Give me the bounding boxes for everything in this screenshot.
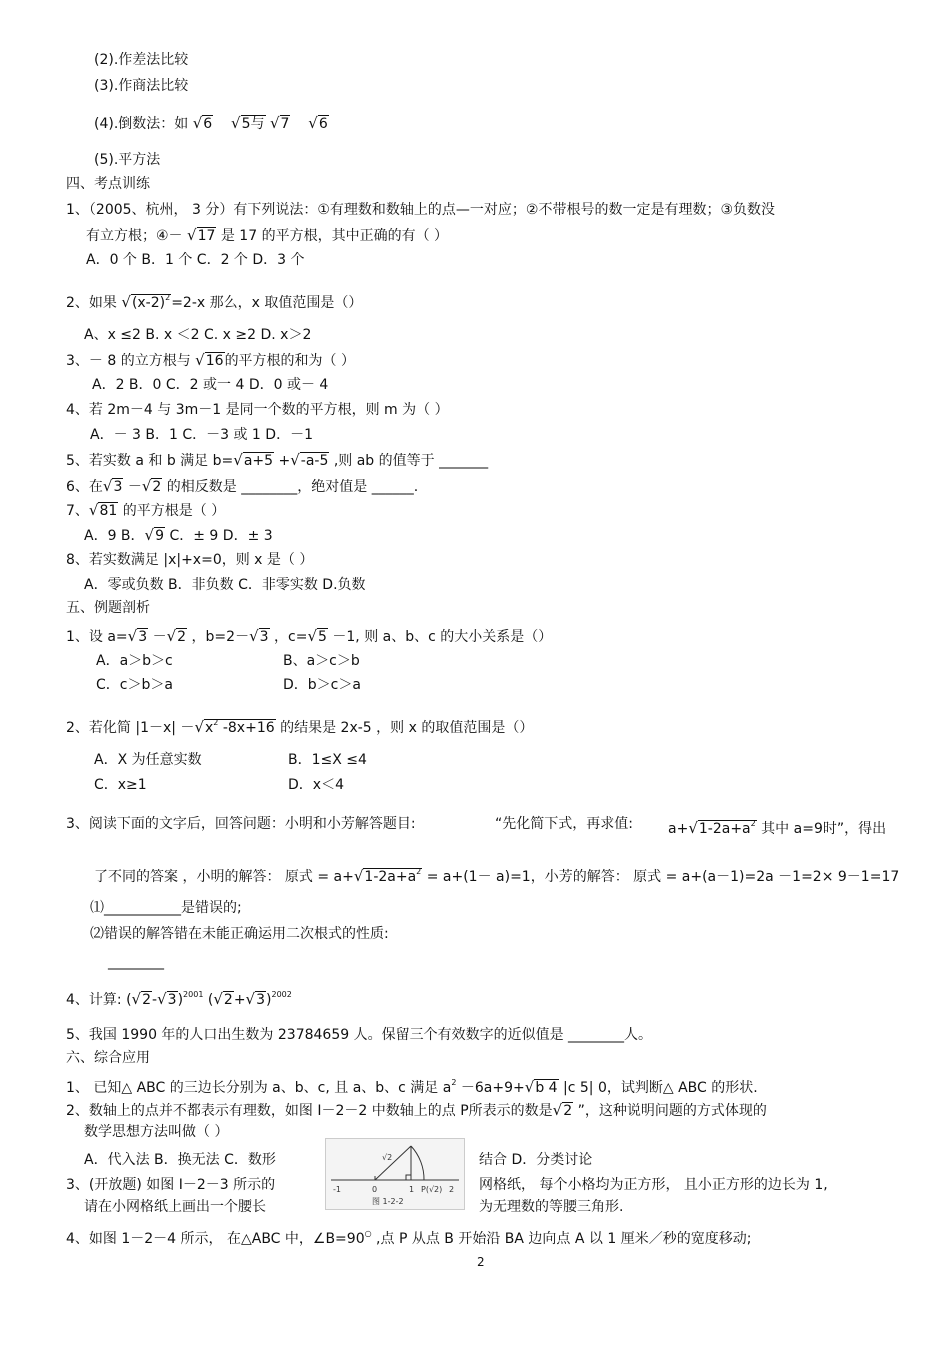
sqrt: √2 bbox=[141, 477, 162, 495]
sqrt: √2 bbox=[166, 627, 187, 645]
point-p-label: P(√2) bbox=[421, 1185, 443, 1194]
example-2-option-b: B．1≤X ≤4 bbox=[288, 752, 367, 768]
page-number: 2 bbox=[477, 1255, 485, 1269]
method-5: (5).平方法 bbox=[94, 152, 161, 168]
application-3-line-1-right: 网格纸， 每个小格均为正方形， 且小正方形的边长为 1, bbox=[479, 1177, 828, 1193]
section-heading-6: 六、综合应用 bbox=[66, 1050, 150, 1066]
question-8-options: A．零或负数 B．非负数 C．非零实数 D.负数 bbox=[84, 577, 366, 593]
sqrt: √9 bbox=[144, 526, 165, 544]
example-3-part-2: ⑵错误的解答错在未能正确运用二次根式的性质: bbox=[90, 926, 389, 942]
question-1-line-1: 1、（2005、杭州， 3 分）有下列说法：①有理数和数轴上的点—一对应；②不带根号的数一定是有理数；③负数没 bbox=[66, 202, 775, 218]
application-4: 4、如图 1－2－4 所示， 在△ABC 中，∠B=90○ ,点 P 从点 B 开始沿 BA 边向点 A 以 1 厘米／秒的宽度移动; bbox=[66, 1229, 752, 1247]
sqrt: √6 bbox=[192, 114, 213, 132]
sqrt: √3 bbox=[102, 477, 123, 495]
application-3-line-1: 3、(开放题) 如图 I－2－3 所示的 bbox=[66, 1177, 276, 1193]
question-2-options: A、x ≤2 B. x ＜2 C. x ≥2 D. x＞2 bbox=[84, 327, 312, 343]
example-2-option-c: C．x≥1 bbox=[94, 777, 147, 793]
section-heading-5: 五、例题剖析 bbox=[66, 600, 150, 616]
application-3-line-2-right: 为无理数的等腰三角形. bbox=[479, 1199, 624, 1215]
application-2-line-2: 数学思想方法叫做（ ） bbox=[84, 1124, 229, 1140]
number-line-figure bbox=[325, 1138, 465, 1210]
question-1-options: A．0 个 B．1 个 C．2 个 D．3 个 bbox=[86, 252, 305, 268]
question-7: 7、√81 的平方根是（ ） bbox=[66, 501, 226, 519]
sqrt: √2 bbox=[131, 990, 152, 1008]
sqrt: $√(x-2)^2$ bbox=[121, 293, 171, 311]
example-2-option-a: A．X 为任意实数 bbox=[94, 752, 202, 768]
sqrt: √5与 bbox=[231, 114, 265, 132]
application-2-options-a: A．代入法 B．换无法 C．数形 bbox=[84, 1152, 276, 1168]
example-3-line-2: 了不同的答案 ，小明的解答： 原式 = $a+√1-2a+a^2 = a+(1- a)=1$，小芳的解答： 原式 = a+(a－1)=2a －1=2× 9－1=17 bbox=[94, 863, 899, 886]
example-3-line-1-quote: “先化简下式，再求值: bbox=[495, 816, 633, 832]
example-1-option-d: D．b＞c＞a bbox=[283, 677, 361, 693]
sqrt: √2 bbox=[213, 990, 233, 1008]
method-2: (2).作差法比较 bbox=[94, 52, 189, 68]
application-3-line-2: 请在小网格纸上画出一个腰长 bbox=[84, 1199, 266, 1215]
tick-label: 1 bbox=[409, 1185, 415, 1194]
sqrt: √16 bbox=[195, 351, 224, 369]
sqrt: $√x^2$ -8x+16 bbox=[194, 718, 275, 736]
sqrt: √a+5 bbox=[233, 451, 274, 469]
sqrt: √3 bbox=[249, 627, 269, 645]
example-2: 2、若化简 $|1-x| -√x^2$ -8x+16 的结果是 2x-5 ，则 x 的取值范围是（） bbox=[66, 714, 533, 737]
sqrt: √3 bbox=[245, 990, 266, 1008]
example-1: 1、设 a=√3 －√2 ，b=2－√3 ，c=√5 －1, 则 a、b、c 的大小关系是（） bbox=[66, 627, 553, 645]
sqrt: √3 bbox=[127, 627, 148, 645]
tick-label: -1 bbox=[333, 1185, 341, 1194]
method-4: (4).倒数法：如 √6 √5与 √7 √6 bbox=[94, 114, 328, 132]
application-2-line-1: 2、数轴上的点并不都表示有理数，如图 I－2－2 中数轴上的点 P所表示的数是√2 ”，这种说明问题的方式体现的 bbox=[66, 1101, 767, 1119]
tick-label: 2 bbox=[449, 1185, 455, 1194]
sqrt: √3 bbox=[157, 990, 177, 1008]
example-3-line-1: 3、阅读下面的文字后，回答问题：小明和小芳解答题目: bbox=[66, 816, 416, 832]
sqrt: √5 bbox=[307, 627, 327, 645]
sqrt: √6 bbox=[308, 114, 328, 132]
application-2-options-b: 结合 D．分类讨论 bbox=[479, 1152, 593, 1168]
question-3: 3、－ 8 的立方根与 √16的平方根的和为（ ） bbox=[66, 351, 356, 369]
example-5: 5、我国 1990 年的人口出生数为 23784659 人。保留三个有效数字的近似值是 ________人。 bbox=[66, 1027, 653, 1043]
root-label: √2 bbox=[382, 1153, 393, 1162]
example-3-blank: ________ bbox=[108, 954, 164, 970]
question-6: 6、在√3 －√2 的相反数是 ________，绝对值是 ______. bbox=[66, 477, 419, 495]
sqrt: √b 4 bbox=[524, 1078, 558, 1096]
sqrt: √7 bbox=[269, 114, 290, 132]
sqrt: √-a-5 bbox=[290, 451, 329, 469]
example-1-option-b: B、a＞c＞b bbox=[283, 653, 360, 669]
question-8: 8、若实数满足 |x|+x=0，则 x 是（ ） bbox=[66, 552, 314, 568]
section-heading-4: 四、考点训练 bbox=[66, 176, 150, 192]
sqrt: $√1-2a+a^2$ bbox=[688, 819, 756, 837]
question-5: 5、若实数 a 和 b 满足 b=√a+5 +√-a-5 ,则 ab 的值等于 _______ bbox=[66, 451, 489, 469]
sqrt: $√1-2a+a^2$ bbox=[353, 867, 422, 885]
question-1-line-2: 有立方根；④－ √17 是 17 的平方根，其中正确的有（ ） bbox=[86, 226, 449, 244]
sqrt: √2 bbox=[552, 1101, 573, 1119]
example-1-option-a: A．a＞b＞c bbox=[96, 653, 173, 669]
example-4: 4、计算: $(√2-√3)^{2001}$ $(√2+√3)^{2002}$ bbox=[66, 990, 292, 1008]
example-2-option-d: D．x＜4 bbox=[288, 777, 344, 793]
tick-label: 0 bbox=[372, 1185, 378, 1194]
method-3: (3).作商法比较 bbox=[94, 78, 189, 94]
question-7-options: A．9 B．√9 C．± 9 D．± 3 bbox=[84, 526, 273, 544]
sqrt: √81 bbox=[88, 501, 118, 519]
example-3-line-1-expr: $a+√1-2a+a^2$ 其中 a=9时”，得出 bbox=[668, 815, 886, 838]
application-1: 1、 已知△ ABC 的三边长分别为 a、b、c, 且 a、b、c 满足 $a^2 -6a+9+√b$ 4 |c 5| 0，试判断△ ABC 的形状. bbox=[66, 1078, 758, 1096]
question-4-options: A．－ 3 B．1 C．－3 或 1 D．－1 bbox=[90, 427, 313, 443]
example-3-part-1: ⑴___________是错误的; bbox=[90, 900, 242, 916]
question-2: 2、如果 $√(x-2)^2=2-x$ 那么，x 取值范围是（） bbox=[66, 289, 362, 312]
question-3-options: A．2 B．0 C．2 或一 4 D．0 或－ 4 bbox=[92, 377, 329, 393]
sqrt: √17 bbox=[187, 226, 216, 244]
figure-caption: 图 1-2-2 bbox=[372, 1197, 404, 1206]
example-1-option-c: C．c＞b＞a bbox=[96, 677, 173, 693]
question-4: 4、若 2m－4 与 3m－1 是同一个数的平方根，则 m 为（ ） bbox=[66, 402, 449, 418]
